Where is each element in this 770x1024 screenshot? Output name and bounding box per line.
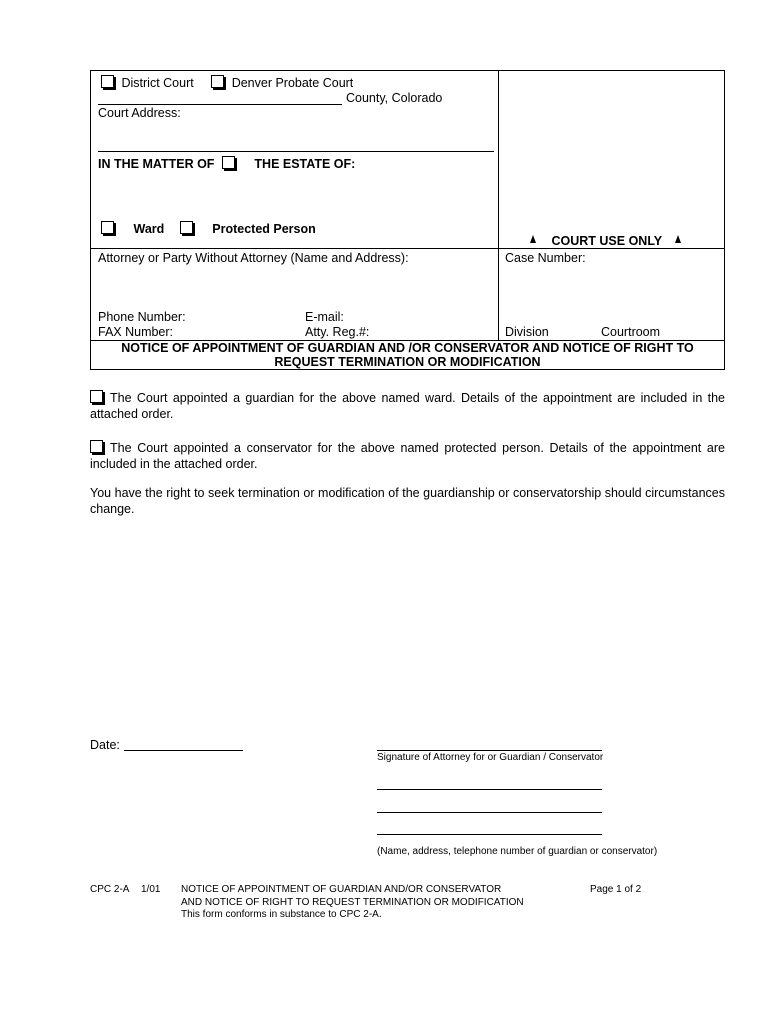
court-use-only-label: COURT USE ONLY bbox=[551, 234, 662, 248]
ward-checkbox[interactable] bbox=[101, 221, 114, 234]
county-colorado-label: County, Colorado bbox=[346, 91, 443, 105]
attorney-section-border bbox=[90, 248, 725, 249]
court-use-only-row bbox=[530, 234, 681, 248]
county-blank[interactable] bbox=[98, 104, 342, 105]
title-line-2: REQUEST TERMINATION OR MODIFICATION bbox=[274, 355, 541, 369]
up-arrow-icon bbox=[675, 235, 681, 243]
guardian-text: The Court appointed a guardian for the above named ward. Details of the appointment are included in the attached order. bbox=[90, 391, 725, 421]
denver-probate-court-checkbox[interactable] bbox=[211, 75, 224, 88]
caption-right-border bbox=[724, 70, 725, 370]
name-line-1[interactable] bbox=[377, 789, 602, 790]
footer-title bbox=[181, 884, 524, 922]
ward-row bbox=[101, 221, 316, 236]
name-line-3[interactable] bbox=[377, 834, 602, 835]
title-line-1: NOTICE OF APPOINTMENT OF GUARDIAN AND /OR CONSERVATOR AND NOTICE OF RIGHT TO bbox=[121, 341, 694, 355]
fax-number-label: FAX Number: bbox=[98, 325, 174, 339]
signature-label: Signature of Attorney for or Guardian / Conservator bbox=[377, 752, 604, 763]
footer-line-3: This form conforms in substance to CPC 2-A. bbox=[181, 909, 382, 920]
phone-number-label: Phone Number: bbox=[98, 310, 186, 324]
court-type-row bbox=[101, 75, 353, 90]
protected-person-label: Protected Person bbox=[212, 222, 316, 236]
court-address-line[interactable] bbox=[98, 151, 494, 152]
name-line-2[interactable] bbox=[377, 812, 602, 813]
the-estate-of-label: THE ESTATE OF: bbox=[254, 157, 356, 171]
caption-bottom-border bbox=[90, 369, 725, 370]
matter-row bbox=[98, 156, 355, 171]
case-number-label: Case Number: bbox=[505, 251, 586, 265]
estate-checkbox[interactable] bbox=[222, 156, 235, 169]
date-label: Date: bbox=[90, 738, 120, 752]
name-address-label: (Name, address, telephone number of guardian or conservator) bbox=[377, 846, 658, 857]
guardian-paragraph bbox=[90, 390, 725, 422]
caption-left-border bbox=[90, 70, 91, 370]
courtroom-label: Courtroom bbox=[601, 325, 661, 339]
conservator-checkbox[interactable] bbox=[90, 440, 103, 453]
form-code: CPC 2-A bbox=[90, 884, 130, 895]
right-paragraph bbox=[90, 486, 725, 517]
court-address-label: Court Address: bbox=[98, 106, 181, 120]
right-text: You have the right to seek termination or modification of the guardianship or conservatorship should circumstances change. bbox=[90, 486, 725, 516]
protected-person-checkbox[interactable] bbox=[180, 221, 193, 234]
ward-label: Ward bbox=[133, 222, 165, 236]
email-label: E-mail: bbox=[305, 310, 344, 324]
guardian-checkbox[interactable] bbox=[90, 390, 103, 403]
document-title bbox=[90, 341, 725, 369]
district-court-checkbox[interactable] bbox=[101, 75, 114, 88]
footer-line-1: NOTICE OF APPOINTMENT OF GUARDIAN AND/OR CONSERVATOR bbox=[181, 884, 502, 895]
signature-line[interactable] bbox=[377, 750, 602, 751]
caption-divider bbox=[498, 70, 499, 340]
conservator-paragraph bbox=[90, 440, 725, 472]
denver-probate-court-label: Denver Probate Court bbox=[231, 76, 354, 90]
footer-line-2: AND NOTICE OF RIGHT TO REQUEST TERMINATION OR MODIFICATION bbox=[181, 896, 524, 908]
in-the-matter-of-label: IN THE MATTER OF bbox=[98, 157, 215, 171]
atty-reg-label: Atty. Reg.#: bbox=[305, 325, 370, 339]
page-number: Page 1 of 2 bbox=[590, 884, 642, 895]
attorney-label: Attorney or Party Without Attorney (Name and Address): bbox=[98, 251, 409, 265]
conservator-text: The Court appointed a conservator for the above named protected person. Details of the appointment are included in the attached order. bbox=[90, 441, 725, 471]
date-blank[interactable] bbox=[124, 750, 243, 751]
up-arrow-icon bbox=[530, 235, 536, 243]
caption-top-border bbox=[90, 70, 725, 71]
district-court-label: District Court bbox=[121, 76, 194, 90]
division-label: Division bbox=[505, 325, 549, 339]
form-date: 1/01 bbox=[141, 884, 161, 895]
